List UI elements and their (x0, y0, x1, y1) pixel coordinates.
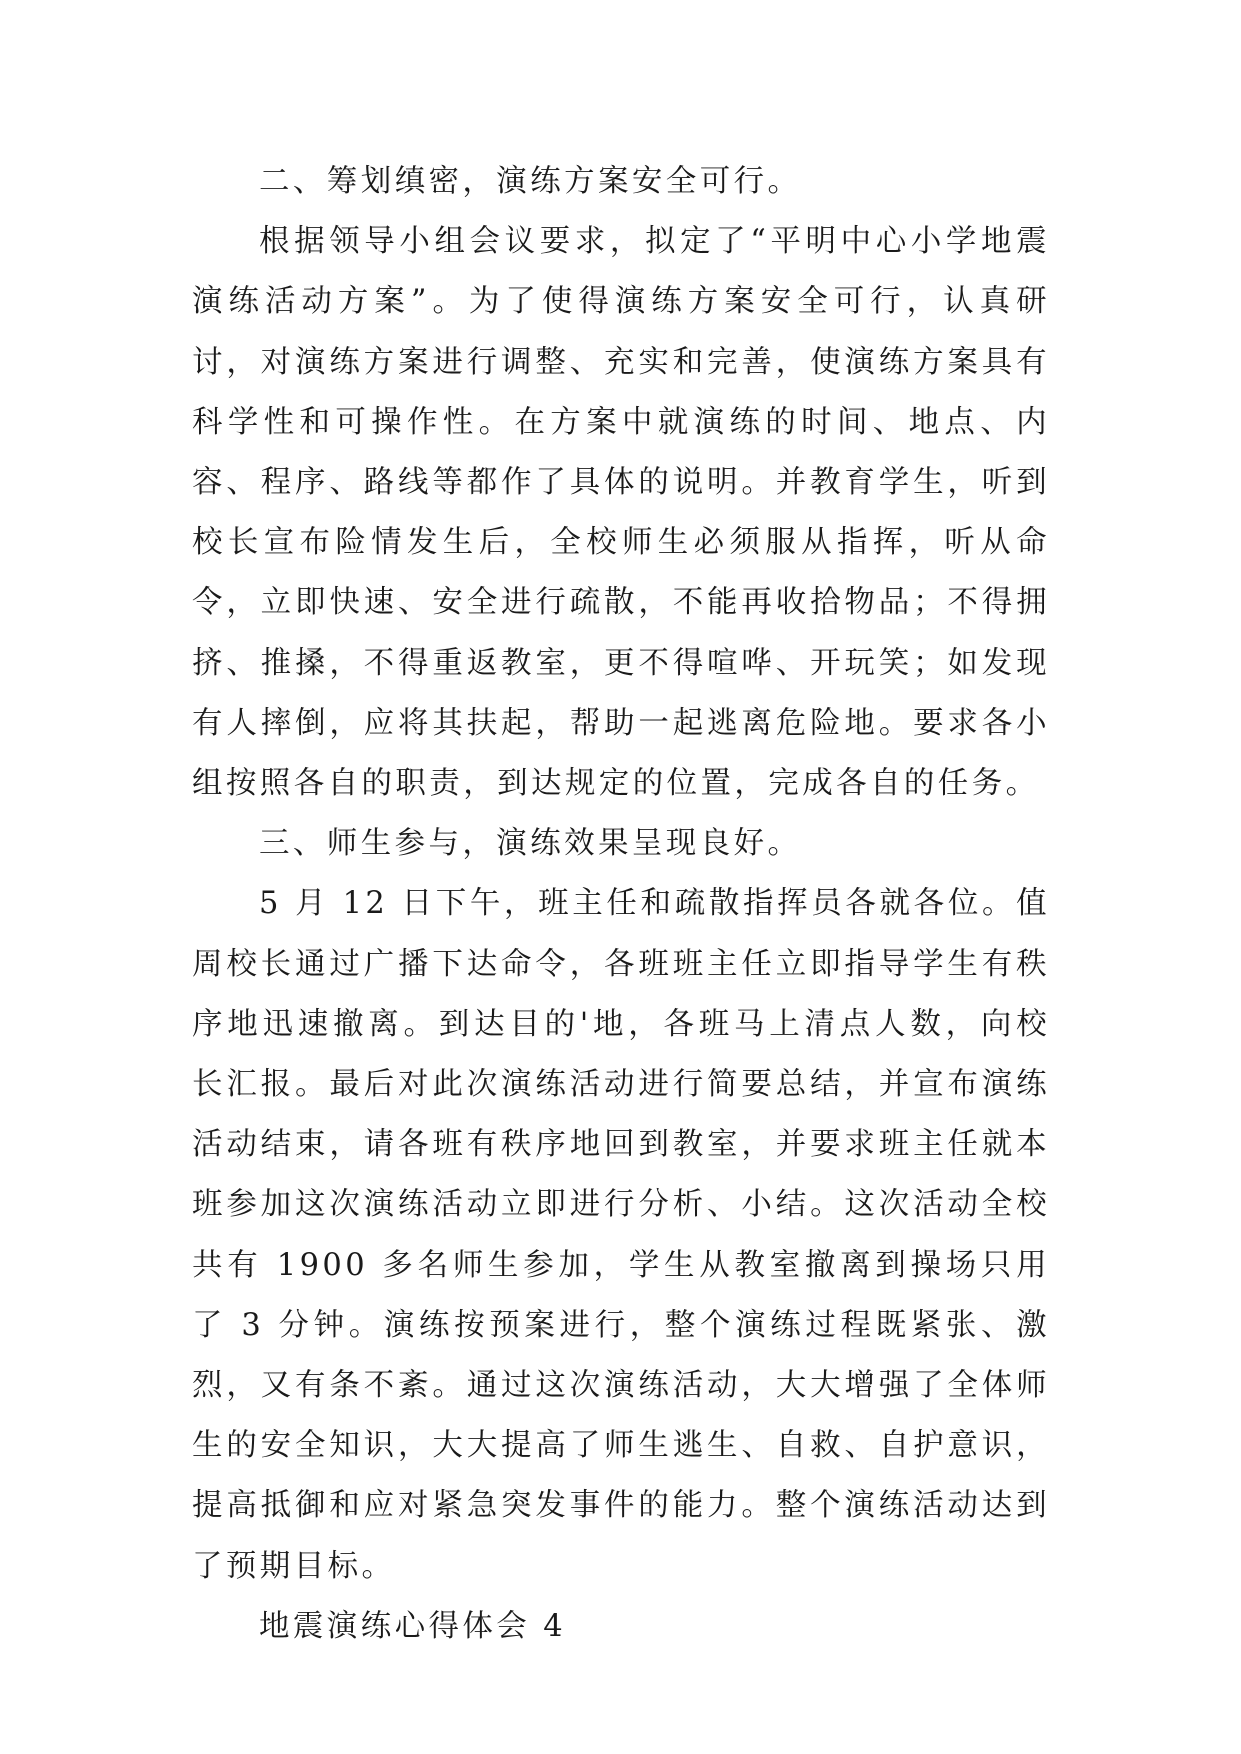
next-section-title: 地震演练心得体会 4 (259, 1608, 567, 1644)
section-three-body: 5 月 12 日下午，班主任和疏散指挥员各就各位。值周校长通过广播下达命令，各班班主任立即指导学生有秩序地迅速撤离。到达目的'地，各班马上清点人数，向校长汇报。最后对此次演练活动进行简要总结，并宣布演练活动结束，请各班有秩序地回到教室，并要求班主任就本班参加这次演练活动立即进行分析、小结。这次活动全校共有 1900 多名师生参加，学生从教室撤离到操场只用了 3 分钟。演练按预案进行，整个演练过程既紧张、激烈，又有条不紊。通过这次演练活动，大大增强了全体师生的安全知识，大大提高了师生逃生、自救、自护意识，提高抵御和应对紧急突发事件的能力。整个演练活动达到了预期目标。 (192, 886, 1050, 1584)
document-body (192, 152, 1050, 1657)
section-two-heading: 二、筹划缜密，演练方案安全可行。 (259, 164, 802, 199)
section-two-body: 根据领导小组会议要求，拟定了“平明中心小学地震演练活动方案”。为了使得演练方案安全可行，认真研讨，对演练方案进行调整、充实和完善，使演练方案具有科学性和可操作性。在方案中就演练的时间、地点、内容、程序、路线等都作了具体的说明。并教育学生，听到校长宣布险情发生后，全校师生必须服从指挥，听从命令，立即快速、安全进行疏散，不能再收拾物品；不得拥挤、推搡，不得重返教室，更不得喧哗、开玩笑；如发现有人摔倒，应将其扶起，帮助一起逃离危险地。要求各小组按照各自的职责，到达规定的位置，完成各自的任务。 (192, 224, 1050, 802)
section-three-heading: 三、师生参与，演练效果呈现良好。 (259, 826, 802, 862)
